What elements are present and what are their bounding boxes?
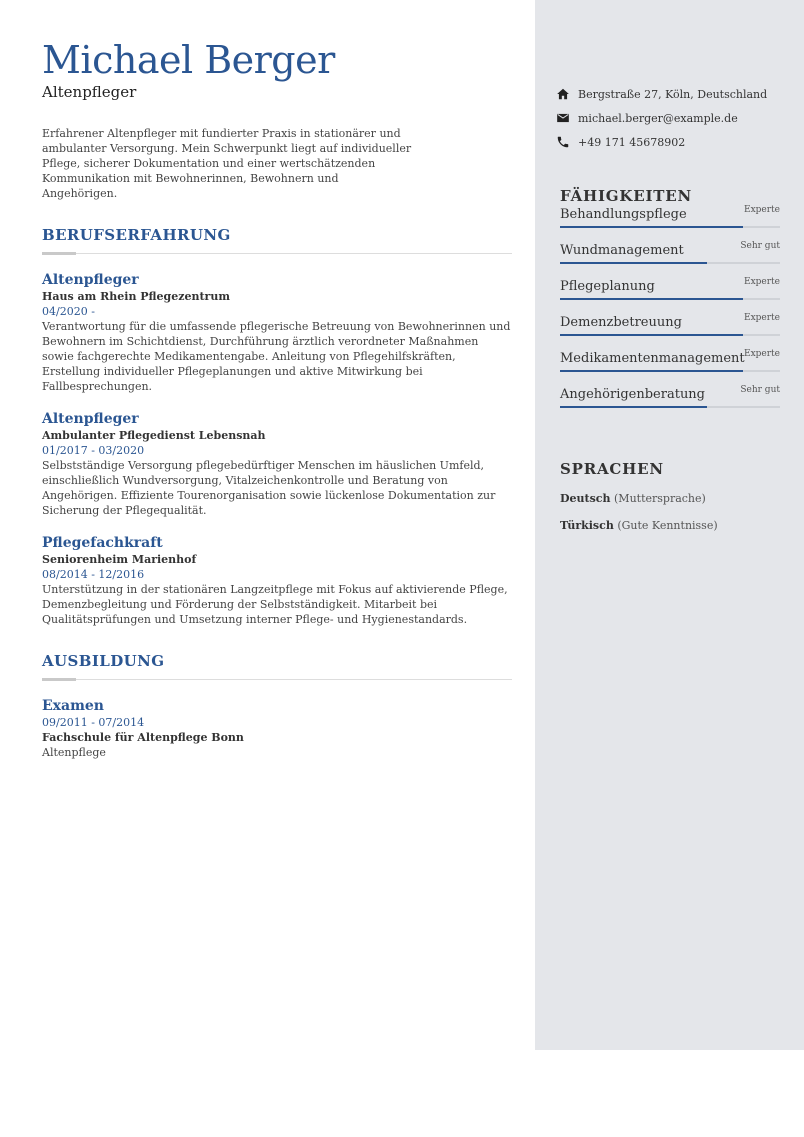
job-title: Altenpfleger — [42, 272, 139, 288]
skill-bar — [560, 370, 780, 372]
skill-bar — [560, 298, 780, 300]
skill-level: Sehr gut — [740, 385, 780, 395]
email-text[interactable]: michael.berger@example.de — [578, 111, 738, 125]
skill-level: Experte — [744, 277, 780, 287]
language-name: Deutsch — [560, 492, 611, 505]
phone-text[interactable]: +49 171 45678902 — [578, 135, 686, 149]
home-icon — [555, 86, 571, 102]
skill-bar-fill — [560, 406, 707, 408]
skill-bar-fill — [560, 298, 743, 300]
skill-level: Experte — [744, 313, 780, 323]
job-title: Altenpfleger — [42, 411, 139, 427]
section-title-languages: SPRACHEN — [560, 460, 664, 478]
address-text: Bergstraße 27, Köln, Deutschland — [578, 87, 768, 101]
skill-item — [560, 314, 780, 350]
skill-name: Medikamentenmanagement — [560, 351, 745, 366]
languages-section — [560, 459, 780, 533]
employer: Seniorenheim Marienhof — [42, 553, 197, 566]
skill-bar — [560, 406, 780, 408]
contact-email[interactable] — [555, 106, 785, 130]
section-title-education: AUSBILDUNG — [42, 652, 165, 670]
skill-bar — [560, 226, 780, 228]
job-description: Verantwortung für die umfassende pflegerische Betreuung von Bewohnerinnen und Bewohnern im Schichtdienst, Durchführung ärztlich verordneter Maßnahmen sowie fachgerechte Medikamentengabe. Anleitung von Pflegehilfskräften, Erstellung individueller Pflegeplanungen und aktive Mitwirkung bei Fallbesprechungen. — [42, 320, 511, 393]
skill-item — [560, 206, 780, 242]
experience-entry — [42, 271, 512, 394]
education-section — [42, 651, 512, 760]
job-dates: 04/2020 - — [42, 305, 95, 318]
contact-address — [555, 82, 785, 106]
language-item — [560, 518, 780, 533]
language-level: (Gute Kenntnisse) — [617, 519, 718, 532]
section-divider — [42, 251, 512, 255]
experience-entry — [42, 410, 512, 518]
phone-icon — [555, 134, 571, 150]
skill-item — [560, 350, 780, 386]
section-title-skills: FÄHIGKEITEN — [560, 187, 693, 205]
skill-name: Demenzbetreuung — [560, 315, 682, 330]
employer: Ambulanter Pflegedienst Lebensnah — [42, 429, 266, 442]
mail-icon — [555, 110, 571, 126]
experience-entry — [42, 534, 512, 627]
job-dates: 01/2017 - 03/2020 — [42, 444, 145, 457]
skill-item — [560, 242, 780, 278]
skill-level: Experte — [744, 205, 780, 215]
education-dates: 09/2011 - 07/2014 — [42, 716, 145, 729]
skills-section — [560, 186, 780, 422]
language-level: (Muttersprache) — [614, 492, 706, 505]
main-column — [42, 38, 512, 760]
language-name: Türkisch — [560, 519, 614, 532]
skill-item — [560, 278, 780, 314]
skill-bar-fill — [560, 370, 743, 372]
skill-bar-fill — [560, 226, 743, 228]
contact-phone[interactable] — [555, 130, 785, 154]
candidate-role: Altenpfleger — [42, 83, 137, 101]
skill-bar-fill — [560, 334, 743, 336]
field-of-study: Altenpflege — [42, 746, 106, 759]
skill-bar-fill — [560, 262, 707, 264]
job-description: Unterstützung in der stationären Langzeitpflege mit Fokus auf aktivierende Pflege, Demenzbegleitung und Förderung der Selbstständigkeit. Mitarbeit bei Qualitätsprüfungen und Umsetzung interner Pflege- und Hygienestandards. — [42, 583, 508, 626]
skill-bar — [560, 334, 780, 336]
employer: Haus am Rhein Pflegezentrum — [42, 290, 230, 303]
skill-name: Wundmanagement — [560, 243, 684, 258]
candidate-name: Michael Berger — [42, 38, 335, 82]
profile-summary: Erfahrener Altenpfleger mit fundierter Praxis in stationärer und ambulanter Versorgung. Mein Schwerpunkt liegt auf individueller Pflege, sicherer Dokumentation und einer wertschätzenden Kommunikation mit Bewohnerinnen, Bewohnern und Angehörigen. — [42, 127, 412, 200]
job-dates: 08/2014 - 12/2016 — [42, 568, 145, 581]
job-description: Selbstständige Versorgung pflegebedürftiger Menschen im häuslichen Umfeld, einschließlich Wundversorgung, Vitalzeichenkontrolle und Beratung von Angehörigen. Effiziente Tourenorganisation sowie lückenlose Dokumentation zur Sicherung der Pflegequalität. — [42, 459, 496, 517]
education-entry — [42, 697, 512, 760]
degree-title: Examen — [42, 698, 104, 714]
job-title: Pflegefachkraft — [42, 535, 163, 551]
school-name: Fachschule für Altenpflege Bonn — [42, 731, 244, 744]
skill-level: Experte — [744, 349, 780, 359]
skill-name: Pflegeplanung — [560, 279, 655, 294]
skill-level: Sehr gut — [740, 241, 780, 251]
skill-name: Behandlungspflege — [560, 207, 687, 222]
section-divider — [42, 677, 512, 681]
section-title-experience: BERUFSERFAHRUNG — [42, 226, 231, 244]
skill-bar — [560, 262, 780, 264]
language-item — [560, 491, 780, 506]
skill-item — [560, 386, 780, 422]
skill-name: Angehörigenberatung — [560, 387, 706, 402]
contact-block — [555, 82, 785, 154]
experience-section — [42, 225, 512, 627]
